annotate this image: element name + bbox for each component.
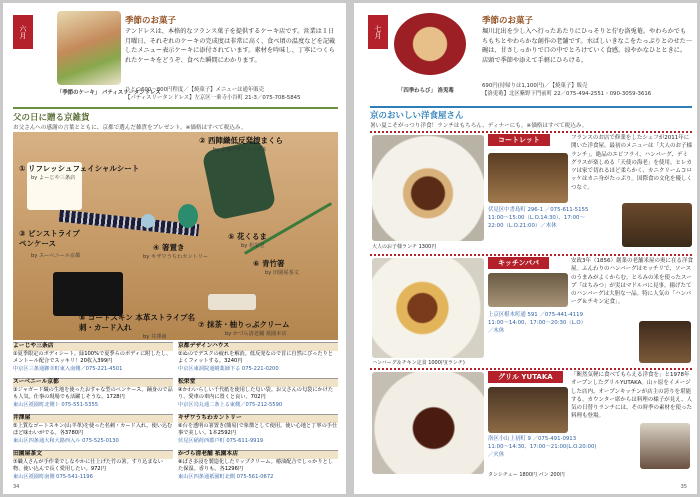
restaurant-3-name: グリル YUTAKA xyxy=(488,371,563,383)
scent-bag xyxy=(178,204,198,228)
shop-3: スーベニール京都 ③ジャガード織の生地を使ったおすゃな型のペンケース。踊身ので品も人気。仕事の現場でも活躍しそうな。1728円 東山区祇園町北側ト 075-551-5355 xyxy=(13,379,173,408)
month-tab: 七月 xyxy=(368,15,388,49)
shop-4: 松栄堂 ④かわいらしい千代紙を使用した匂い袋。お父さんの匂袋にかけたり、愛車の車内に置くと良い。702円 中京区烏丸通二条上る東側／075-212-5590 xyxy=(178,378,338,409)
left-page xyxy=(3,3,346,494)
item-6-label: ⑥ 青竹箸 xyxy=(253,259,285,268)
shop-1: よーじや三条店 ①夏季限定のボディシート。緑100%で夏季らのボディに附したし、メントール配合でスッキリ！20枚入399円 中京区三条通御幸町東入南側／075-221-4501 xyxy=(13,343,172,372)
sweet-caption: 「四季わらび」 洛兎菴 xyxy=(398,88,454,94)
item-3-label: ③ ピンストライプペンケース xyxy=(19,229,80,248)
shop-5: 井澤屋 ⑤上質なゴートスキン(山羊革)を使った名刺・カード入れ。使い込むほど味わいがでる。各3780円 東山区四条通大和大路西入ル 075-525-0130 xyxy=(13,415,173,444)
sweet-info: ひとつ600〜800円程度／【焼菓子】メニューは通年販売 【パティスリータンドレス】左京区一乗寺小谷町 21-3／075-708-5845 xyxy=(125,87,301,101)
item-5-shop: by 松栄堂 xyxy=(241,243,265,249)
item-7-label: ⑦ 抹茶・柚りっぷクリーム xyxy=(198,320,290,329)
divider xyxy=(13,107,338,109)
item-4-shop: by キザワうちわカントリー xyxy=(143,254,209,260)
restaurant-3-caption: タンシチュー 1800円 パン 200円 xyxy=(488,472,565,478)
right-page xyxy=(354,3,697,494)
restaurant-2-interior-photo xyxy=(639,321,691,363)
restaurant-3-photo xyxy=(372,372,484,474)
lip-cream xyxy=(208,294,256,310)
restaurant-2-desc: 安政3年（1856）創業の老舗米屋の奥に在る洋食屋。ふんわりのハンバーグはモッチリで、ソースのうまみがよくからむ。とろみの米を使ったスープ「はちみつ」が実はマドルバに見事。揚げたてのハンバーグは大胆な一品。特に人気の「ハンバーグ＆チキン定食」。 xyxy=(571,258,693,306)
sweet-title: 季節のお菓子 xyxy=(482,16,534,26)
sweet-title: 季節のお菓子 xyxy=(125,16,177,26)
restaurant-2-name: キッチンパパ xyxy=(488,257,549,269)
page-number: 35 xyxy=(680,484,687,490)
item-8-label: ⑧ ゴートスキン 本革ストライプ名刺・カード入れ xyxy=(79,313,195,332)
item-6-shop: by 田園屋茶文 xyxy=(265,270,299,276)
card-case xyxy=(53,272,123,316)
sweet-desc: テンドレスは、本格的なフランス菓子を提供するケーキ店です。営業は１日月曜日、それぞれのケーキの完成度は非常に高く、食べ頃の温度などを記載したメニュー表示ケーキに添付されています。素材を吟味し、丁寧につくられたケーキをどうぞ、食べた瞬間にわかります。 xyxy=(125,28,336,64)
shop-2: 京都デザインハウス ②ぬのでデスクの疲れを解消。低反発なので首に自然にぴったりとよくフィットする。3240円 中京区東洞院通蛸薬師下る 075-221-0200 xyxy=(178,342,338,373)
restaurant-2-caption: ハンバーグ＆チキン定食 1000円(ランチ) xyxy=(372,360,465,366)
restaurant-3-desc: 「断然気軽に食べてもらえる洋食を」と1978年オープンしたグリルYUTAKA。山ヶ原をイメージした店内、オープンキッチンが店主の誇りを堪能する。カウンター席からは料理の様子が見え、人気の日替りランチには、その時季の素材を使った料理も登場。 xyxy=(571,372,693,420)
divider xyxy=(370,106,692,108)
section-title: 父の日に贈る京雑貨 xyxy=(13,113,90,123)
shop-6: キザワうちわカントリー ⑥台を透明の箸置き(簡易)で象徴として使用。使い心地と丁寧の手仕事で美しい。1本2592円 伏見区稲荷西郡戸町 075-611-9919 xyxy=(178,415,338,444)
sweet-caption: 「季節のケーキ」 パティスリータンドレス xyxy=(57,90,161,96)
shop-7: 田園屋茶文 ⑦職人さんが手作業でしなやかに仕上げた竹の箸。すり込まない物、使い込んで長く愛用したい。972円 東山区祇園町南側 075-541-1196 xyxy=(13,450,173,481)
shop-8: かづら清老舗 祇園本店 ⑧ぱさ多浸を製造化したリップクリーム。椿油配合でしっかりとした保湿。香りも。各1296円 東山区四条通祇園町北側 075-561-0672 xyxy=(178,450,338,481)
restaurant-1-photo xyxy=(372,135,484,241)
item-7-shop: by かづら清老舗 祇園本店 xyxy=(225,331,287,337)
restaurant-2-divider xyxy=(370,254,692,256)
restaurant-1-divider xyxy=(370,131,692,133)
restaurant-2-shop-photo xyxy=(488,273,568,307)
section-subtitle: お父さんへの感謝の言葉とともに、京都で選んだ雑貨をプレゼント。※価格はすべて税込み。 xyxy=(13,125,247,131)
restaurant-1-desc: フランスのお店で修業をしたシェフが2011年に開いた洋食屋。最初のメニューは「大人のお子様ランチ」。絶品のエビフライ、ハンバーグ、デミグラスが楽しめる「天使の海老」を使用。ヒレカツは家で切れるほど柔らかく、カニクリームコロッケはカニ身がたっぷり。国際食の文化を優しくつなぐ。 xyxy=(571,135,693,191)
restaurant-3-info: 洛区小山上初町 9 ／075-491-0913 11:00〜14:30、17:00〜21:00(L.O.20:00) ／火休 xyxy=(488,436,597,458)
month-tab: 六月 xyxy=(13,15,33,49)
cake-photo xyxy=(57,11,121,85)
restaurant-1-name: コートレット xyxy=(488,134,550,146)
item-2-label: ② 西陣織低反発捜まくら xyxy=(199,136,283,145)
sweet-info: 690円(持帰りは1,100円)／【焼菓子】販売 【洛兎菴】北区紫野下門前町 22／075-494-2551・090-3059-3616 xyxy=(482,83,652,97)
page-number: 34 xyxy=(13,484,20,490)
chopstick-rest xyxy=(141,214,155,228)
section-subtitle: 暑い夏こそがっつり洋食！ランチはもちろん、ディナーにも。※価格はすべて税込み。 xyxy=(370,123,588,129)
restaurant-1-shop-photo xyxy=(622,203,692,247)
section-title: 京のおいしい洋食屋さん xyxy=(370,111,464,121)
sweet-desc: 堀川北出を少し入へ行ったあたりにひっそりと佇む洛兎菴。やわらかでもちもちとやわらかな創作の老舗です。水ぱしいきなこをたっぷりとのせた一碗は、甘さしっかりで口の中でとろけていく食感。涼やかなひとときに。店頭で季節や添えて手軽にひらける。 xyxy=(482,28,692,64)
restaurant-3-interior-photo xyxy=(488,387,568,433)
item-8-shop: by 井澤商 xyxy=(143,334,167,340)
item-5-label: ⑤ 花くるま xyxy=(228,232,267,241)
restaurant-3-chef-photo xyxy=(640,423,690,469)
warabi-photo xyxy=(394,13,466,75)
restaurant-2-photo xyxy=(372,258,484,358)
item-1-shop: by よーじや三条店 xyxy=(31,175,76,181)
restaurant-2-info: 上京区椹木町通 591 ／075-441-4119 11:00〜14:00、17:00〜20:30（L.O） ／木休 xyxy=(488,312,587,334)
restaurant-1-caption: 大人のお子様ランチ 1300円 xyxy=(372,244,437,250)
item-4-label: ④ 箸置き xyxy=(153,243,185,252)
restaurant-3-divider xyxy=(370,368,692,370)
item-2-shop: by 京都デザインハウス xyxy=(213,147,267,153)
restaurant-1-info: 伏見区中書島町 296-1 ／075-611-5155 11:00〜15:00（L.O.14:30）、17:00〜 22:00（L.O.21:00）／木休 xyxy=(488,207,589,229)
restaurant-1-interior-photo xyxy=(488,153,568,203)
item-1-label: ① リフレッシュフェイシャルシート xyxy=(19,164,140,173)
item-3-shop: by スーベニール京都 xyxy=(31,253,81,259)
